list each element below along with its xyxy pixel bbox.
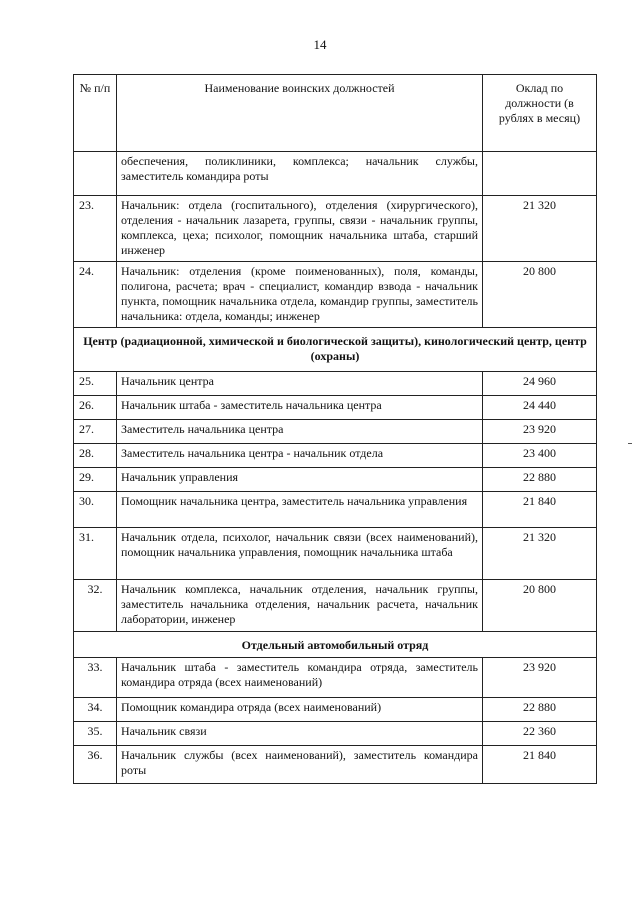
row-number: 30. — [74, 492, 117, 528]
salary-value: 24 960 — [483, 372, 597, 396]
row-number: 31. — [74, 528, 117, 580]
table-row — [74, 152, 597, 196]
table-body — [74, 152, 597, 784]
salary-value: 23 920 — [483, 420, 597, 444]
table-row — [74, 722, 597, 746]
table-row — [74, 396, 597, 420]
salary-value: 23 920 — [483, 658, 597, 698]
header-position-name: Наименование воинских должностей — [117, 75, 483, 152]
row-number: 23. — [74, 196, 117, 262]
table-row — [74, 468, 597, 492]
row-number: 33. — [74, 658, 117, 698]
salary-value: 22 360 — [483, 722, 597, 746]
page-number: 14 — [313, 37, 327, 52]
table-row — [74, 580, 597, 632]
row-number: 27. — [74, 420, 117, 444]
section-title: Центр (радиационной, химической и биологической защиты), кинологический центр, центр (охраны) — [74, 328, 597, 372]
position-name: Начальник: отделения (кроме поименованных), поля, команды, полигона, расчета; врач - специалист, командир взвода - начальник пункта, помощник начальника отдела, командир группы, заместитель начальника: отдела, команды; инженер — [117, 262, 483, 328]
table-row — [74, 196, 597, 262]
margin-mark — [628, 443, 632, 444]
salary-value — [483, 152, 597, 196]
row-number: 29. — [74, 468, 117, 492]
table-row — [74, 698, 597, 722]
header-salary: Оклад по должности (в рублях в месяц) — [483, 75, 597, 152]
position-name: Начальник связи — [117, 722, 483, 746]
salary-value: 23 400 — [483, 444, 597, 468]
position-name: Начальник службы (всех наименований), заместитель командира роты — [117, 746, 483, 784]
salary-value: 21 840 — [483, 492, 597, 528]
salary-value: 21 320 — [483, 528, 597, 580]
row-number: 24. — [74, 262, 117, 328]
row-number: 34. — [74, 698, 117, 722]
position-name: Начальник штаба - заместитель командира отряда, заместитель командира отряда (всех наименований) — [117, 658, 483, 698]
salary-value: 21 320 — [483, 196, 597, 262]
row-number: 28. — [74, 444, 117, 468]
position-name: Заместитель начальника центра — [117, 420, 483, 444]
row-number — [74, 152, 117, 196]
section-title: Отдельный автомобильный отряд — [74, 632, 597, 658]
table-row — [74, 492, 597, 528]
salary-value: 22 880 — [483, 698, 597, 722]
row-number: 25. — [74, 372, 117, 396]
salary-value: 24 440 — [483, 396, 597, 420]
position-name: Начальник: отдела (госпитального), отделения (хирургического), отделения - начальник лазарета, группы, связи - начальник группы, комплекса, цеха; психолог, помощник начальника штаба, старший инженер — [117, 196, 483, 262]
section-header-row — [74, 632, 597, 658]
section-header-row — [74, 328, 597, 372]
salary-value: 22 880 — [483, 468, 597, 492]
position-name: Начальник комплекса, начальник отделения, начальник группы, заместитель начальника отделения, начальник расчета, начальник лаборатории, инженер — [117, 580, 483, 632]
position-name: Заместитель начальника центра - начальник отдела — [117, 444, 483, 468]
position-name: Начальник центра — [117, 372, 483, 396]
row-number: 36. — [74, 746, 117, 784]
table-row — [74, 372, 597, 396]
table-row — [74, 420, 597, 444]
salary-table — [73, 74, 597, 784]
table-row — [74, 444, 597, 468]
salary-value: 20 800 — [483, 262, 597, 328]
row-number: 32. — [74, 580, 117, 632]
table-row — [74, 262, 597, 328]
position-name: Помощник начальника центра, заместитель начальника управления — [117, 492, 483, 528]
position-name: Начальник отдела, психолог, начальник связи (всех наименований), помощник начальника управления, помощник начальника штаба — [117, 528, 483, 580]
table-row — [74, 528, 597, 580]
position-name: обеспечения, поликлиники, комплекса; начальник службы, заместитель командира роты — [117, 152, 483, 196]
row-number: 26. — [74, 396, 117, 420]
table-row — [74, 746, 597, 784]
table-header-row — [74, 75, 597, 152]
salary-value: 21 840 — [483, 746, 597, 784]
position-name: Начальник штаба - заместитель начальника центра — [117, 396, 483, 420]
header-num: № п/п — [74, 75, 117, 152]
row-number: 35. — [74, 722, 117, 746]
table-row — [74, 658, 597, 698]
position-name: Помощник командира отряда (всех наименований) — [117, 698, 483, 722]
position-name: Начальник управления — [117, 468, 483, 492]
salary-value: 20 800 — [483, 580, 597, 632]
